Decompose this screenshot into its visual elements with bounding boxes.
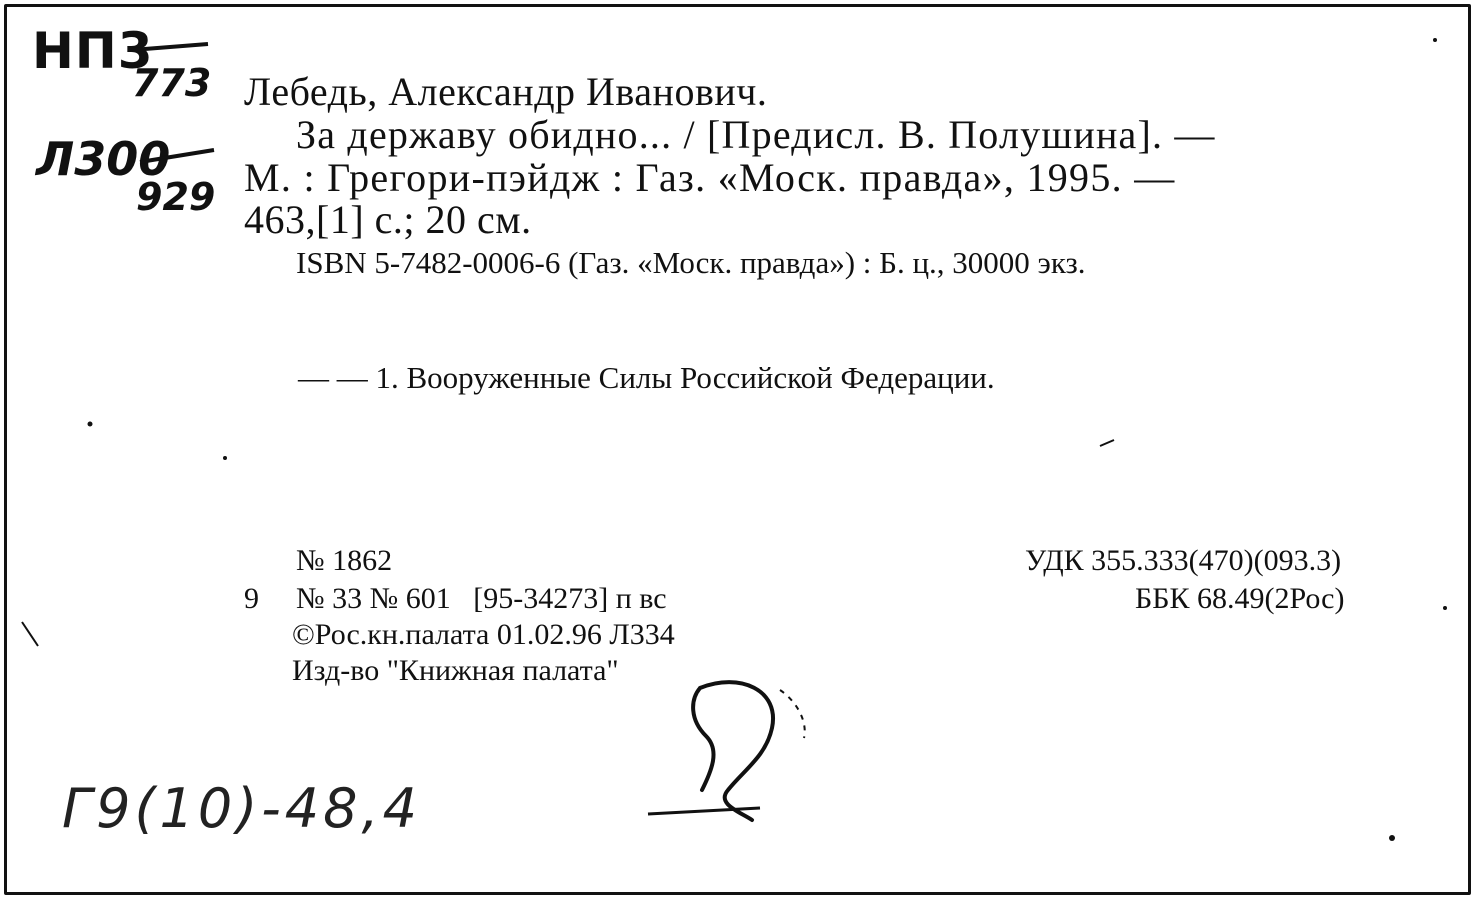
imprint-statement: М. : Грегори-пэйдж : Газ. «Моск. правда», 1995. — bbox=[244, 155, 1176, 200]
author-heading: Лебедь, Александр Иванович. bbox=[244, 69, 768, 114]
handwritten-call-number-mid: Л300 bbox=[36, 132, 171, 186]
signature-dash bbox=[780, 690, 805, 738]
udk-code: УДК 355.333(470)(093.3) bbox=[1025, 544, 1342, 577]
registration-numbers: № 33 № 601 [95-34273] п вс bbox=[296, 582, 667, 615]
stray-mark-right bbox=[1100, 440, 1114, 446]
isbn-line: ISBN 5-7482-0006-6 (Газ. «Моск. правда») : Б. ц., 30000 экз. bbox=[296, 245, 1086, 280]
handwritten-call-number-top-fraction: 773 bbox=[132, 61, 212, 105]
fraction-bar-mid bbox=[140, 150, 214, 162]
signature-stroke bbox=[693, 682, 773, 820]
handwritten-call-number-top: НП3 bbox=[32, 22, 154, 80]
handwritten-call-number-mid-fraction: 929 bbox=[136, 175, 216, 219]
title-statement: За державу обидно... / [Предисл. В. Полушина]. — bbox=[296, 112, 1216, 157]
card-number: № 1862 bbox=[296, 544, 393, 577]
copyright-line: ©Рос.кн.палата 01.02.96 Л334 bbox=[292, 618, 675, 651]
subject-heading: — — 1. Вооруженные Силы Российской Федерации. bbox=[298, 360, 995, 395]
fraction-bar-top bbox=[132, 44, 208, 50]
bbk-code: ББК 68.49(2Рос) bbox=[1135, 582, 1345, 615]
stray-mark-left bbox=[22, 622, 38, 646]
publisher-line: Изд-во "Книжная палата" bbox=[292, 654, 619, 687]
handwritten-bottom-note: Г9(10)-48,4 bbox=[62, 777, 422, 840]
extent-statement: 463,[1] с.; 20 см. bbox=[244, 197, 532, 242]
prefix-digit: 9 bbox=[244, 582, 259, 615]
